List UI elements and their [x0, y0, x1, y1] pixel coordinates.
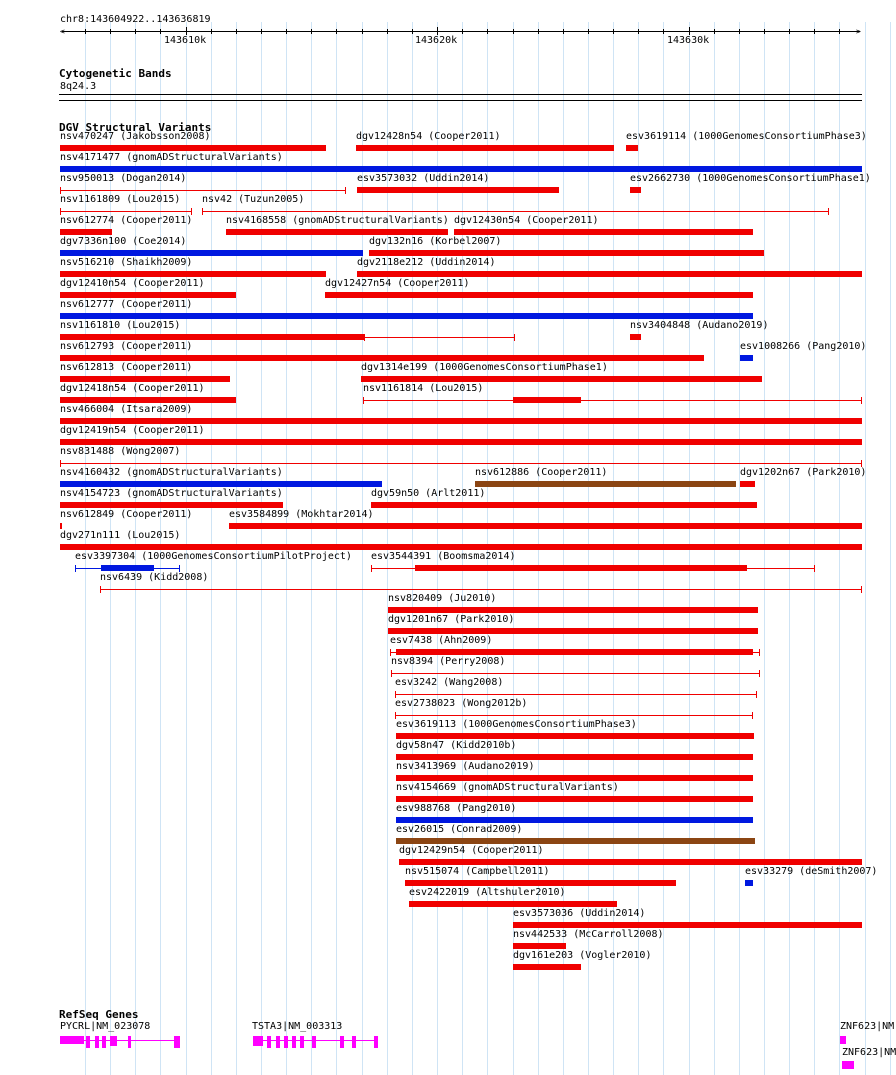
dgv-feature-end-cap: [828, 208, 829, 215]
ruler-tick: [613, 29, 614, 34]
ruler-tick: [437, 27, 438, 35]
dgv-feature-label[interactable]: esv3573032 (Uddin2014): [357, 173, 490, 184]
dgv-feature-bar[interactable]: [60, 271, 326, 277]
dgv-feature-label[interactable]: nsv4171477 (gnomADStructuralVariants): [60, 152, 283, 163]
dgv-feature-bar[interactable]: [60, 334, 364, 340]
dgv-feature-label[interactable]: nsv831488 (Wong2007): [60, 446, 181, 457]
dgv-feature-label[interactable]: nsv6439 (Kidd2008): [100, 572, 209, 583]
dgv-feature-bar[interactable]: [415, 565, 747, 571]
gene-exon[interactable]: [312, 1036, 316, 1048]
ruler-tick: [412, 29, 413, 34]
dgv-track-title: DGV Structural Variants: [59, 121, 212, 134]
dgv-feature-label[interactable]: nsv516210 (Shaikh2009): [60, 257, 193, 268]
ruler-right-arrow: >: [856, 27, 861, 36]
dgv-feature-label[interactable]: nsv470247 (Jakobsson2008): [60, 131, 211, 142]
dgv-feature-bar[interactable]: [626, 145, 638, 151]
dgv-feature-end-cap: [345, 187, 346, 194]
dgv-feature-end-cap: [202, 208, 203, 215]
dgv-feature-line[interactable]: [60, 463, 862, 464]
gene-exon[interactable]: [86, 1036, 90, 1048]
ruler-tick: [689, 27, 690, 35]
dgv-feature-label[interactable]: nsv466004 (Itsara2009): [60, 404, 193, 415]
dgv-feature-bar[interactable]: [369, 250, 764, 256]
dgv-feature-label[interactable]: nsv3404848 (Audano2019): [630, 320, 769, 331]
dgv-feature-label[interactable]: nsv1161810 (Lou2015): [60, 320, 181, 331]
dgv-feature-bar[interactable]: [60, 145, 326, 151]
dgv-feature-bar[interactable]: [356, 145, 614, 151]
dgv-feature-bar[interactable]: [396, 838, 755, 844]
dgv-feature-bar[interactable]: [60, 481, 382, 487]
ruler-tick: [563, 29, 564, 34]
gene-label-tsta3[interactable]: TSTA3|NM_003313: [252, 1021, 343, 1032]
cytoband-label: 8q24.3: [60, 81, 97, 92]
dgv-feature-label[interactable]: dgv271n111 (Lou2015): [60, 530, 181, 541]
gene-exon[interactable]: [340, 1036, 344, 1048]
gene-exon[interactable]: [374, 1036, 378, 1048]
dgv-feature-label[interactable]: esv988768 (Pang2010): [396, 803, 517, 814]
gene-exon[interactable]: [110, 1036, 117, 1046]
dgv-feature-label[interactable]: dgv132n16 (Korbel2007): [369, 236, 502, 247]
dgv-feature-label[interactable]: nsv612886 (Cooper2011): [475, 467, 608, 478]
dgv-feature-bar[interactable]: [357, 271, 862, 277]
dgv-feature-label[interactable]: nsv4168558 (gnomADStructuralVariants): [226, 215, 449, 226]
dgv-feature-label[interactable]: esv26015 (Conrad2009): [396, 824, 523, 835]
dgv-feature-label[interactable]: nsv820409 (Ju2010): [388, 593, 497, 604]
ruler-tick: [311, 29, 312, 34]
dgv-feature-label[interactable]: esv2422019 (Altshuler2010): [409, 887, 566, 898]
dgv-feature-bar[interactable]: [630, 334, 641, 340]
dgv-feature-end-cap: [390, 649, 391, 656]
dgv-feature-bar[interactable]: [325, 292, 753, 298]
ruler-tick: [814, 29, 815, 34]
dgv-feature-bar[interactable]: [229, 523, 862, 529]
dgv-feature-bar[interactable]: [454, 229, 753, 235]
dgv-feature-end-cap: [391, 670, 392, 677]
dgv-feature-label[interactable]: esv3573036 (Uddin2014): [513, 908, 646, 919]
gene-label-pycrl[interactable]: PYCRL|NM_023078: [60, 1021, 151, 1032]
ruler-location: chr8:143604922..143636819: [60, 14, 211, 25]
dgv-feature-end-cap: [861, 586, 862, 593]
dgv-feature-bar[interactable]: [357, 187, 559, 193]
dgv-feature-line[interactable]: [202, 211, 829, 212]
ruler-tick: [261, 29, 262, 34]
dgv-feature-end-cap: [60, 460, 61, 467]
gene-exon[interactable]: [253, 1036, 263, 1046]
ruler-tick-label: 143620k: [415, 35, 458, 46]
dgv-feature-end-cap: [759, 670, 760, 677]
dgv-feature-line[interactable]: [364, 337, 515, 338]
dgv-feature-label[interactable]: esv3544391 (Boomsma2014): [371, 551, 516, 562]
ruler-tick: [186, 27, 187, 35]
dgv-feature-label[interactable]: esv3619114 (1000GenomesConsortiumPhase3): [626, 131, 867, 142]
dgv-feature-line[interactable]: [395, 715, 753, 716]
cytoband-track-title: Cytogenetic Bands: [59, 67, 172, 80]
ruler-tick: [135, 29, 136, 34]
gene-exon[interactable]: [300, 1036, 304, 1048]
dgv-feature-end-cap: [60, 208, 61, 215]
dgv-feature-bar[interactable]: [60, 376, 230, 382]
dgv-feature-bar[interactable]: [60, 439, 862, 445]
dgv-feature-label[interactable]: dgv12427n54 (Cooper2011): [325, 278, 470, 289]
dgv-feature-bar[interactable]: [60, 355, 704, 361]
dgv-feature-label[interactable]: dgv58n47 (Kidd2010b): [396, 740, 517, 751]
dgv-feature-label[interactable]: nsv4154669 (gnomADStructuralVariants): [396, 782, 619, 793]
dgv-feature-label[interactable]: dgv1201n67 (Park2010): [388, 614, 515, 625]
dgv-feature-end-cap: [861, 460, 862, 467]
gene-exon[interactable]: [276, 1036, 280, 1048]
dgv-feature-line[interactable]: [60, 190, 346, 191]
dgv-feature-label[interactable]: nsv442533 (McCarroll2008): [513, 929, 664, 940]
ruler-tick-label: 143630k: [667, 35, 710, 46]
dgv-feature-bar[interactable]: [630, 187, 641, 193]
dgv-feature-bar[interactable]: [405, 880, 676, 886]
dgv-feature-label[interactable]: dgv12410n54 (Cooper2011): [60, 278, 205, 289]
ruler-tick: [462, 29, 463, 34]
gene-exon[interactable]: [102, 1036, 106, 1048]
dgv-feature-end-cap: [514, 334, 515, 341]
dgv-feature-label[interactable]: esv3242 (Wang2008): [395, 677, 504, 688]
refseq-track-title: RefSeq Genes: [59, 1008, 139, 1021]
dgv-feature-bar[interactable]: [388, 628, 758, 634]
dgv-feature-bar[interactable]: [60, 397, 236, 403]
dgv-feature-line[interactable]: [395, 694, 757, 695]
dgv-feature-label[interactable]: nsv612849 (Cooper2011): [60, 509, 193, 520]
ruler-tick: [588, 29, 589, 34]
dgv-feature-end-cap: [814, 565, 815, 572]
dgv-feature-label[interactable]: nsv1161809 (Lou2015): [60, 194, 181, 205]
gene-exon[interactable]: [352, 1036, 356, 1048]
dgv-feature-line[interactable]: [363, 400, 862, 401]
ruler-tick: [387, 29, 388, 34]
dgv-feature-label[interactable]: nsv4160432 (gnomADStructuralVariants): [60, 467, 283, 478]
dgv-feature-label[interactable]: dgv2118e212 (Uddin2014): [357, 257, 496, 268]
dgv-feature-end-cap: [756, 691, 757, 698]
dgv-feature-label[interactable]: dgv59n50 (Arlt2011): [371, 488, 486, 499]
cytoband-band-bottom: [59, 100, 862, 101]
ruler-tick: [286, 29, 287, 34]
dgv-feature-bar[interactable]: [60, 292, 236, 298]
ruler-tick: [764, 29, 765, 34]
gene-exon[interactable]: [95, 1036, 99, 1048]
dgv-feature-bar[interactable]: [513, 964, 581, 970]
dgv-feature-bar[interactable]: [396, 754, 753, 760]
ruler-left-arrow: <: [60, 27, 65, 36]
dgv-feature-line[interactable]: [60, 211, 192, 212]
dgv-feature-bar[interactable]: [513, 922, 862, 928]
ruler-tick: [110, 29, 111, 34]
dgv-feature-label[interactable]: dgv7336n100 (Coe2014): [60, 236, 187, 247]
dgv-feature-end-cap: [371, 565, 372, 572]
gene-exon[interactable]: [267, 1036, 271, 1048]
dgv-feature-end-cap: [861, 397, 862, 404]
dgv-feature-label[interactable]: dgv1202n67 (Park2010): [740, 467, 867, 478]
ruler-tick: [85, 29, 86, 34]
dgv-feature-end-cap: [179, 565, 180, 572]
dgv-feature-line[interactable]: [391, 673, 760, 674]
dgv-feature-bar[interactable]: [226, 229, 448, 235]
dgv-feature-end-cap: [191, 208, 192, 215]
dgv-feature-label[interactable]: nsv612777 (Cooper2011): [60, 299, 193, 310]
dgv-feature-label[interactable]: dgv12418n54 (Cooper2011): [60, 383, 205, 394]
ruler-tick: [336, 29, 337, 34]
dgv-feature-bar[interactable]: [60, 229, 112, 235]
dgv-feature-label[interactable]: nsv42 (Tuzun2005): [202, 194, 305, 205]
dgv-feature-label[interactable]: nsv950013 (Dogan2014): [60, 173, 187, 184]
dgv-feature-bar[interactable]: [745, 880, 753, 886]
dgv-feature-bar[interactable]: [740, 355, 753, 361]
dgv-feature-label[interactable]: esv2738023 (Wong2012b): [395, 698, 528, 709]
dgv-feature-bar[interactable]: [396, 775, 753, 781]
ruler-tick: [638, 29, 639, 34]
ruler-tick: [714, 29, 715, 34]
dgv-feature-bar[interactable]: [101, 565, 154, 571]
dgv-feature-bar[interactable]: [60, 166, 862, 172]
dgv-feature-label[interactable]: nsv3413969 (Audano2019): [396, 761, 535, 772]
dgv-feature-label[interactable]: esv7438 (Ahn2009): [390, 635, 493, 646]
gene-exon[interactable]: [292, 1036, 296, 1048]
gene-exon[interactable]: [840, 1036, 846, 1044]
dgv-feature-label[interactable]: dgv1314e199 (1000GenomesConsortiumPhase1): [361, 362, 608, 373]
dgv-feature-bar[interactable]: [475, 481, 736, 487]
dgv-feature-label[interactable]: esv3619113 (1000GenomesConsortiumPhase3): [396, 719, 637, 730]
dgv-feature-label[interactable]: esv33279 (deSmith2007): [745, 866, 878, 877]
dgv-feature-label[interactable]: nsv4154723 (gnomADStructuralVariants): [60, 488, 283, 499]
dgv-feature-label[interactable]: dgv12419n54 (Cooper2011): [60, 425, 205, 436]
dgv-feature-bar[interactable]: [60, 523, 62, 529]
ruler-tick: [513, 29, 514, 34]
dgv-feature-bar[interactable]: [399, 859, 862, 865]
dgv-feature-line[interactable]: [100, 589, 862, 590]
dgv-feature-bar[interactable]: [361, 376, 762, 382]
dgv-feature-end-cap: [395, 712, 396, 719]
gene-label-znf623[interactable]: ZNF623|NM: [842, 1047, 896, 1058]
dgv-feature-bar[interactable]: [60, 313, 753, 319]
dgv-feature-bar[interactable]: [409, 901, 617, 907]
ruler-tick: [362, 29, 363, 34]
gene-exon[interactable]: [842, 1061, 854, 1069]
dgv-feature-label[interactable]: dgv12428n54 (Cooper2011): [356, 131, 501, 142]
dgv-feature-bar[interactable]: [513, 397, 581, 403]
dgv-feature-label[interactable]: esv3397304 (1000GenomesConsortiumPilotProject): [75, 551, 352, 562]
ruler-tick: [211, 29, 212, 34]
dgv-feature-end-cap: [759, 649, 760, 656]
dgv-feature-bar[interactable]: [371, 502, 757, 508]
ruler-tick: [839, 29, 840, 34]
dgv-feature-end-cap: [60, 187, 61, 194]
dgv-feature-end-cap: [364, 334, 365, 341]
dgv-feature-label[interactable]: dgv12430n54 (Cooper2011): [454, 215, 599, 226]
ruler-tick: [538, 29, 539, 34]
ruler-tick: [160, 29, 161, 34]
ruler-tick: [663, 29, 664, 34]
dgv-feature-label[interactable]: esv1008266 (Pang2010): [740, 341, 867, 352]
dgv-feature-bar[interactable]: [396, 817, 753, 823]
ruler-axis: [60, 27, 861, 36]
dgv-feature-end-cap: [752, 712, 753, 719]
dgv-feature-end-cap: [395, 691, 396, 698]
ruler-tick: [236, 29, 237, 34]
dgv-feature-bar[interactable]: [396, 796, 753, 802]
dgv-feature-bar[interactable]: [740, 481, 755, 487]
gene-exon[interactable]: [174, 1036, 180, 1048]
gene-label-znf623[interactable]: ZNF623|NM: [840, 1021, 895, 1032]
ruler-tick: [789, 29, 790, 34]
ruler-tick: [739, 29, 740, 34]
dgv-feature-bar[interactable]: [396, 733, 754, 739]
dgv-feature-label[interactable]: nsv1161814 (Lou2015): [363, 383, 484, 394]
dgv-feature-end-cap: [363, 397, 364, 404]
dgv-feature-label[interactable]: dgv161e203 (Vogler2010): [513, 950, 652, 961]
dgv-feature-label[interactable]: nsv612774 (Cooper2011): [60, 215, 193, 226]
dgv-feature-bar[interactable]: [60, 502, 283, 508]
dgv-feature-end-cap: [100, 586, 101, 593]
grid-line: [890, 22, 891, 1075]
dgv-feature-bar[interactable]: [388, 607, 758, 613]
dgv-feature-bar[interactable]: [396, 649, 753, 655]
ruler-tick: [487, 29, 488, 34]
dgv-feature-label[interactable]: nsv8394 (Perry2008): [391, 656, 506, 667]
dgv-feature-label[interactable]: esv2662730 (1000GenomesConsortiumPhase1): [630, 173, 871, 184]
dgv-feature-bar[interactable]: [60, 544, 862, 550]
dgv-feature-bar[interactable]: [513, 943, 566, 949]
gene-exon[interactable]: [60, 1036, 84, 1044]
gene-exon[interactable]: [284, 1036, 288, 1048]
cytoband-band-top: [59, 94, 862, 95]
dgv-feature-label[interactable]: esv3584899 (Mokhtar2014): [229, 509, 374, 520]
ruler-tick-label: 143610k: [164, 35, 207, 46]
gene-exon[interactable]: [128, 1036, 131, 1048]
dgv-feature-bar[interactable]: [60, 418, 862, 424]
dgv-feature-label[interactable]: nsv612813 (Cooper2011): [60, 362, 193, 373]
dgv-feature-label[interactable]: nsv515074 (Campbell2011): [405, 866, 550, 877]
dgv-feature-end-cap: [75, 565, 76, 572]
dgv-feature-bar[interactable]: [60, 250, 363, 256]
dgv-feature-label[interactable]: dgv12429n54 (Cooper2011): [399, 845, 544, 856]
dgv-feature-label[interactable]: nsv612793 (Cooper2011): [60, 341, 193, 352]
